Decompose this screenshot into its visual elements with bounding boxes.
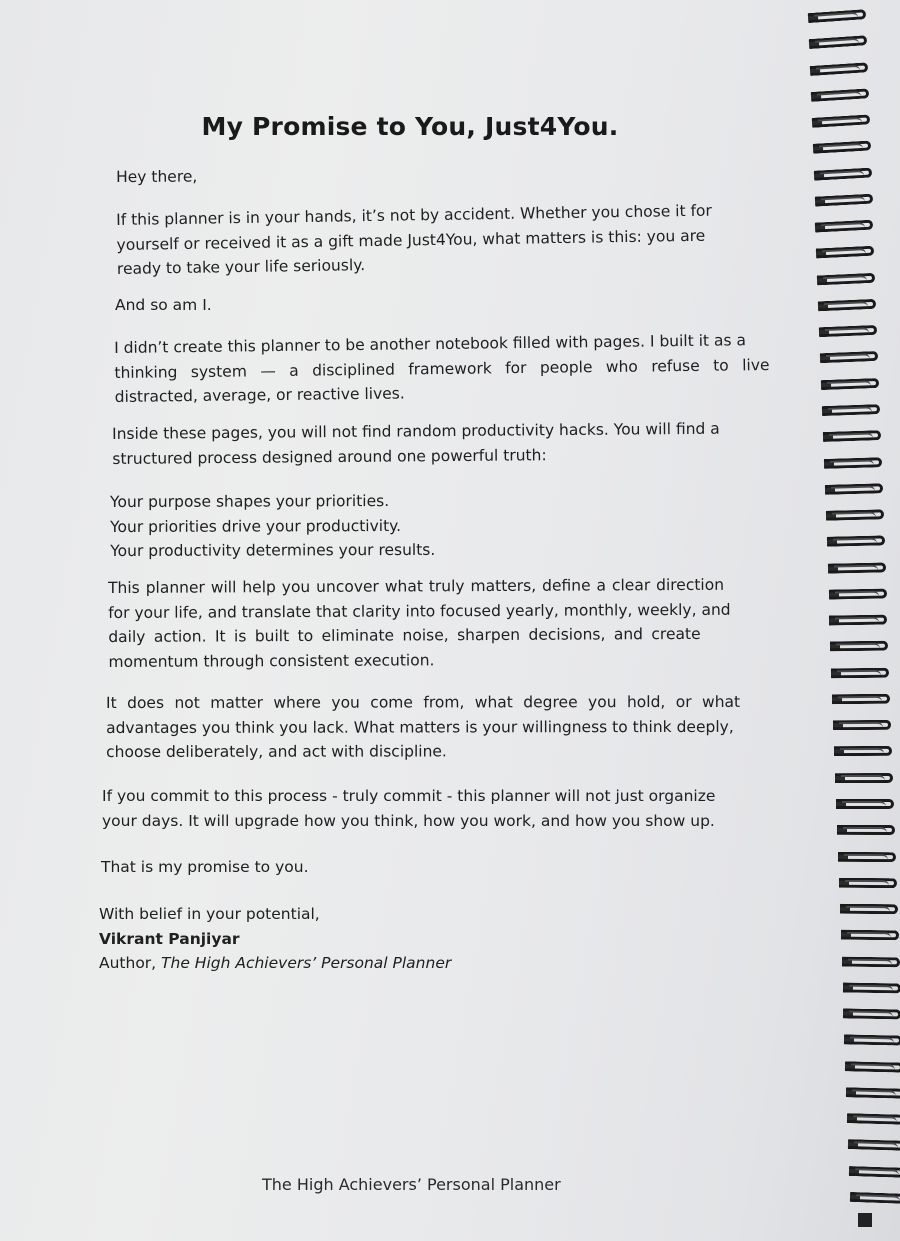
spiral-ring xyxy=(843,1006,900,1023)
paragraph-2-line: distracted, average, or reactive lives. xyxy=(114,384,405,406)
and-so-am-i xyxy=(115,293,775,318)
spiral-ring xyxy=(841,927,900,944)
paragraph-4-line: for your life, and translate that clarity into focused yearly, monthly, weekly, and xyxy=(108,600,731,622)
spiral-ring xyxy=(824,454,886,472)
spiral-ring xyxy=(839,875,900,891)
paragraph-5-line: choose deliberately, and act with discipline. xyxy=(106,742,447,761)
author-role xyxy=(99,951,759,976)
page-footer: The High Achievers’ Personal Planner xyxy=(262,1175,561,1194)
paragraph-6-line: If you commit to this process - truly commit - this planner will not just organize xyxy=(102,787,716,805)
spiral-ring xyxy=(842,979,900,996)
spiral-ring xyxy=(817,269,880,288)
spiral-ring xyxy=(810,85,873,105)
spiral-ring xyxy=(837,822,899,838)
paragraph-2 xyxy=(114,328,770,409)
truth-item: Your purpose shapes your priorities. xyxy=(110,492,390,511)
page-title: My Promise to You, Just4You. xyxy=(201,112,619,141)
greeting-text: Hey there, xyxy=(116,167,198,186)
promise-line xyxy=(101,855,761,880)
paragraph-5 xyxy=(106,690,760,765)
spiral-ring xyxy=(836,796,898,812)
signoff-closing: With belief in your potential, xyxy=(99,905,320,923)
spiral-ring xyxy=(809,59,872,79)
spiral-ring xyxy=(838,848,900,864)
spiral-ring xyxy=(840,901,900,918)
spiral-ring xyxy=(808,6,871,26)
spiral-ring xyxy=(822,401,885,419)
paragraph-4 xyxy=(108,573,757,674)
spiral-ring xyxy=(830,638,892,655)
truth-item: Your priorities drive your productivity. xyxy=(110,516,402,536)
spiral-ring xyxy=(829,612,891,629)
paragraph-1 xyxy=(116,198,745,281)
greeting xyxy=(116,162,776,190)
paragraph-5-line: advantages you think you lack. What matters is your willingness to think deeply, xyxy=(106,717,734,737)
spiral-ring xyxy=(831,664,893,681)
signoff xyxy=(99,902,759,976)
paragraph-3-line: Inside these pages, you will not find random productivity hacks. You will find a xyxy=(112,419,720,443)
paragraph-1-line: yourself or received it as a gift made Just4You, what matters is this: you are xyxy=(116,226,706,254)
spiral-ring xyxy=(847,1110,900,1128)
spiral-ring xyxy=(813,164,876,183)
spiral-ring xyxy=(811,111,874,131)
paragraph-2-line: I didn’t create this planner to be another notebook filled with pages. I built it as a xyxy=(114,331,747,357)
author-role-prefix: Author, xyxy=(99,954,162,972)
promise-line-text: That is my promise to you. xyxy=(101,858,309,876)
spiral-ring xyxy=(849,1163,900,1181)
spiral-ring xyxy=(850,1189,900,1207)
spiral-ring xyxy=(828,585,890,602)
spiral-ring xyxy=(844,1032,900,1049)
truths-list xyxy=(110,488,770,564)
spiral-ring xyxy=(812,138,875,158)
spiral-ring xyxy=(827,559,889,576)
paragraph-2-line: thinking system — a disciplined framework for people who refuse to live xyxy=(114,355,770,382)
paragraph-1-line: If this planner is in your hands, it’s not by accident. Whether you chose it for xyxy=(116,201,712,229)
spiral-ring xyxy=(825,480,887,498)
paragraph-4-line: momentum through consistent execution. xyxy=(108,650,435,671)
spiral-ring xyxy=(820,348,883,366)
spiral-ring xyxy=(841,953,900,970)
paragraph-3-line: structured process designed around one powerful truth: xyxy=(112,445,547,468)
spiral-ring xyxy=(814,190,877,209)
spiral-ring xyxy=(815,217,878,236)
spiral-ring xyxy=(819,322,882,341)
spiral-ring xyxy=(826,533,888,550)
paragraph-4-line: daily action. It is built to eliminate noise, sharpen decisions, and create xyxy=(108,624,701,646)
author-name: Vikrant Panjiyar xyxy=(99,929,240,948)
truth-item: Your productivity determines your results. xyxy=(110,540,436,560)
paragraph-5-line: It does not matter where you come from, what degree you hold, or what xyxy=(106,692,741,712)
spiral-ring xyxy=(821,375,884,393)
paragraph-4-line: This planner will help you uncover what truly matters, define a clear direction xyxy=(108,575,725,597)
and-so-am-i-text: And so am I. xyxy=(115,296,212,314)
paragraph-1-line: ready to take your life seriously. xyxy=(116,256,366,278)
book-title: The High Achievers’ Personal Planner xyxy=(161,954,452,972)
spiral-binding-icon xyxy=(800,0,900,1241)
spiral-ring xyxy=(826,506,888,524)
spiral-ring xyxy=(834,743,896,759)
spiral-ring xyxy=(823,427,885,445)
spiral-ring xyxy=(835,770,897,786)
spiral-ring xyxy=(846,1084,900,1102)
spiral-ring xyxy=(808,32,871,52)
spiral-ring xyxy=(832,691,894,708)
spiral-ring xyxy=(845,1058,900,1075)
spiral-ring xyxy=(833,717,895,733)
paragraph-6-line: your days. It will upgrade how you think, how you work, and how you show up. xyxy=(102,811,715,830)
spiral-ring xyxy=(818,296,881,315)
corner-mark xyxy=(858,1213,872,1227)
spiral-ring xyxy=(848,1137,900,1155)
spiral-ring xyxy=(816,243,879,262)
paragraph-6 xyxy=(102,784,752,833)
paragraph-3 xyxy=(112,416,746,471)
